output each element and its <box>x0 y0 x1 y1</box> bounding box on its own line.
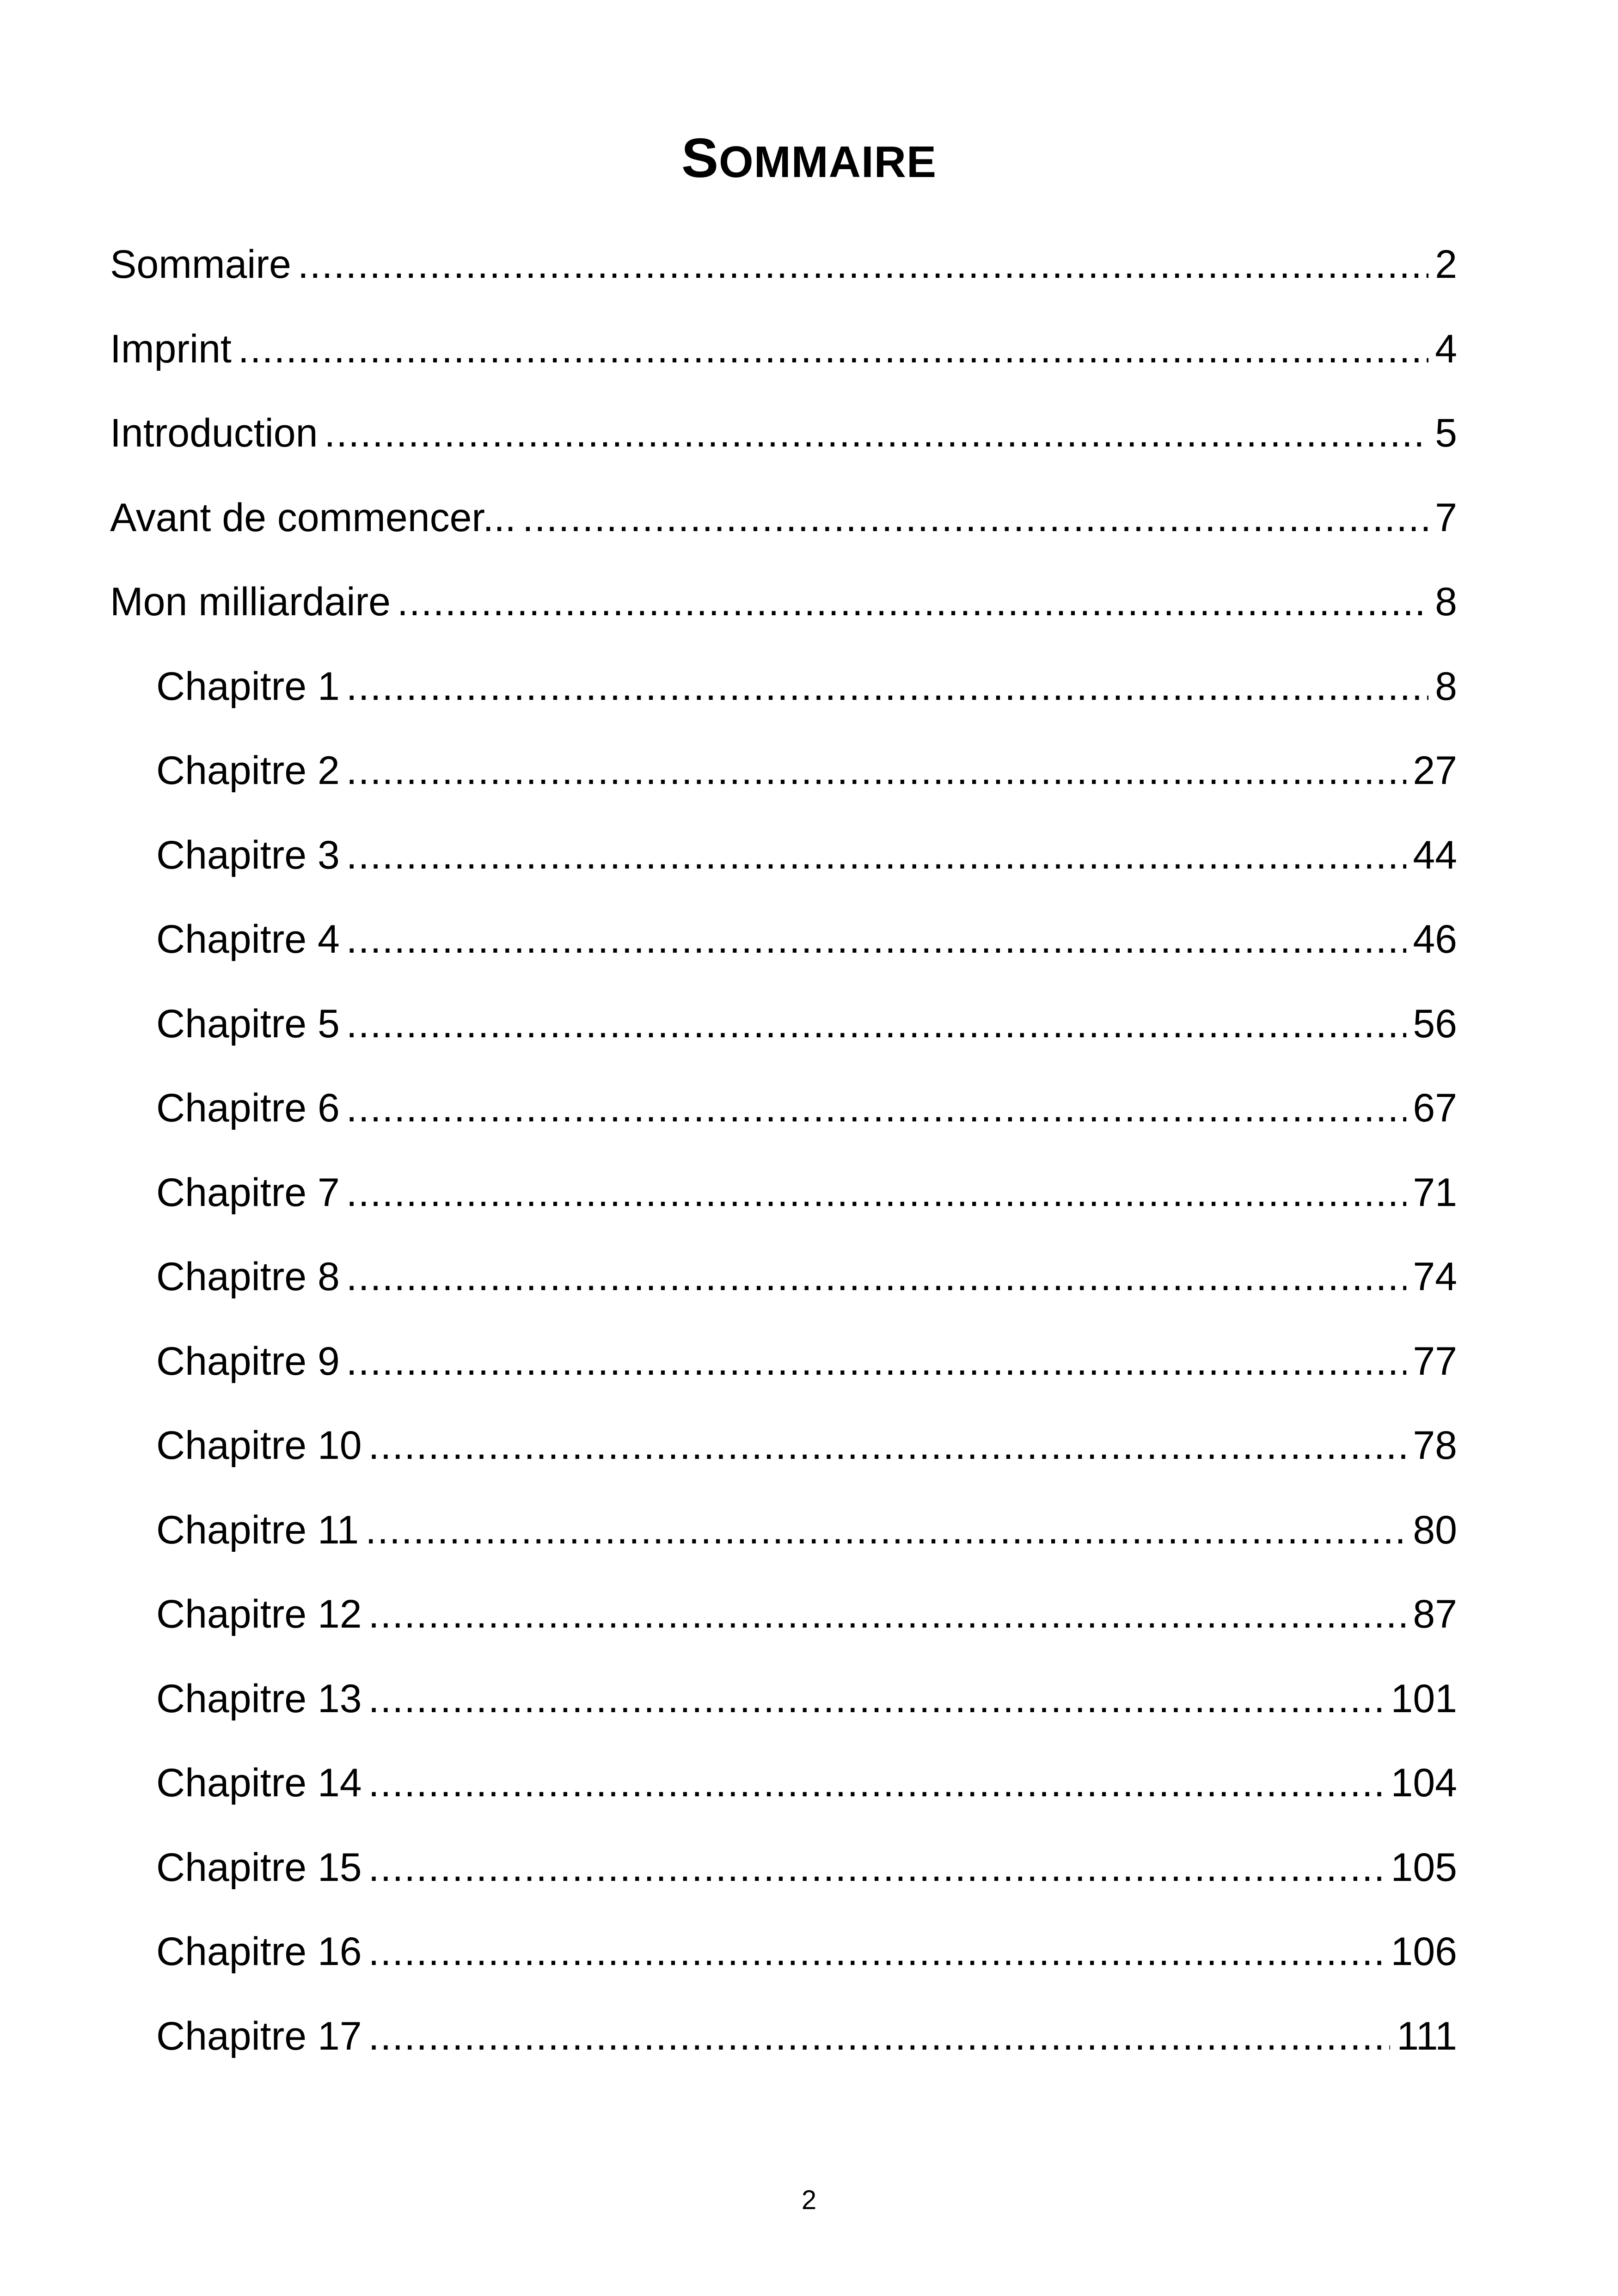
toc-dot-leader <box>346 992 1407 1056</box>
toc-entry[interactable] <box>110 485 1457 550</box>
toc-entry[interactable] <box>156 992 1457 1056</box>
toc-entry[interactable] <box>156 1498 1457 1562</box>
toc-dot-leader <box>346 907 1407 972</box>
toc-dot-leader <box>368 1582 1407 1647</box>
toc-entry-page: 5 <box>1435 411 1457 455</box>
toc-entry[interactable] <box>156 1244 1457 1309</box>
toc-entry-page: 80 <box>1413 1508 1457 1552</box>
toc-entry[interactable] <box>156 654 1457 719</box>
toc-entry-label: Chapitre 13 <box>156 1677 362 1721</box>
toc-entry-label: Chapitre 2 <box>156 748 340 793</box>
toc-entry-page: 111 <box>1397 2014 1457 2058</box>
toc-entry-page: 7 <box>1435 496 1457 540</box>
toc-entry[interactable] <box>156 1160 1457 1225</box>
toc-entry-page: 78 <box>1413 1423 1457 1468</box>
toc-dot-leader <box>346 1160 1407 1225</box>
toc-entry-label: Introduction <box>110 411 318 455</box>
toc-entry-page: 4 <box>1435 327 1457 371</box>
toc-entry[interactable] <box>110 232 1457 297</box>
toc-entry-page: 2 <box>1435 242 1457 287</box>
toc-dot-leader <box>298 232 1428 297</box>
toc-entry-page: 27 <box>1413 748 1457 793</box>
toc-entry-page: 104 <box>1391 1761 1457 1805</box>
toc-entry[interactable] <box>156 823 1457 888</box>
toc-entry-page: 44 <box>1413 833 1457 877</box>
toc-entry-label: Avant de commencer... <box>110 496 516 540</box>
toc-entry-page: 105 <box>1391 1845 1457 1890</box>
toc-entry-label: Chapitre 9 <box>156 1339 340 1384</box>
toc-entry[interactable] <box>156 1835 1457 1900</box>
toc-entry-page: 106 <box>1391 1929 1457 1974</box>
toc-entry-label: Chapitre 4 <box>156 917 340 961</box>
toc-entry-label: Imprint <box>110 327 232 371</box>
toc-dot-leader <box>346 654 1428 719</box>
toc-entry-label: Chapitre 16 <box>156 1929 362 1974</box>
toc-entry[interactable] <box>110 401 1457 465</box>
toc-entry-label: Chapitre 8 <box>156 1255 340 1299</box>
toc-entry-label: Sommaire <box>110 242 291 287</box>
toc-dot-leader <box>368 1919 1385 1984</box>
toc-dot-leader <box>238 317 1428 381</box>
toc-entry-label: Chapitre 7 <box>156 1170 340 1215</box>
toc-entry-page: 8 <box>1435 580 1457 624</box>
toc-entry[interactable] <box>156 738 1457 803</box>
toc-dot-leader <box>324 401 1428 465</box>
toc-entry[interactable] <box>110 569 1457 634</box>
toc-dot-leader <box>346 1329 1407 1394</box>
toc-entry[interactable] <box>156 2004 1457 2069</box>
page-title-rest: OMMAIRE <box>719 137 937 187</box>
toc-entry-label: Chapitre 17 <box>156 2014 362 2058</box>
toc-entry-page: 87 <box>1413 1592 1457 1636</box>
toc-dot-leader <box>365 1498 1406 1562</box>
toc-entry[interactable] <box>156 1582 1457 1647</box>
toc-entry-page: 71 <box>1413 1170 1457 1215</box>
toc-entry[interactable] <box>156 1329 1457 1394</box>
toc-entry-page: 46 <box>1413 917 1457 961</box>
toc-entry-label: Chapitre 15 <box>156 1845 362 1890</box>
toc-entry[interactable] <box>156 1751 1457 1815</box>
toc-dot-leader <box>346 738 1407 803</box>
toc-entry[interactable] <box>156 1413 1457 1478</box>
toc-entry[interactable] <box>156 1666 1457 1731</box>
toc-entry[interactable] <box>156 1919 1457 1984</box>
toc-entry-label: Mon milliardaire <box>110 580 391 624</box>
toc-entry-page: 8 <box>1435 664 1457 709</box>
toc-entry[interactable] <box>156 1076 1457 1140</box>
toc-entry-page: 56 <box>1413 1002 1457 1046</box>
toc-entry-label: Chapitre 14 <box>156 1761 362 1805</box>
toc-dot-leader <box>522 485 1428 550</box>
toc-entry-label: Chapitre 12 <box>156 1592 362 1636</box>
page-number: 2 <box>801 2185 817 2215</box>
toc-entry-label: Chapitre 10 <box>156 1423 362 1468</box>
toc-entry-label: Chapitre 3 <box>156 833 340 877</box>
toc-dot-leader <box>368 1835 1385 1900</box>
toc-dot-leader <box>397 569 1428 634</box>
page-title-initial: S <box>681 127 719 189</box>
toc-entry-page: 67 <box>1413 1086 1457 1130</box>
toc-entry-label: Chapitre 6 <box>156 1086 340 1130</box>
toc-dot-leader <box>368 1413 1407 1478</box>
toc-entry-page: 74 <box>1413 1255 1457 1299</box>
toc-entry-label: Chapitre 1 <box>156 664 340 709</box>
toc-entry-page: 77 <box>1413 1339 1457 1384</box>
toc-entry-page: 101 <box>1391 1677 1457 1721</box>
toc-dot-leader <box>346 1076 1407 1140</box>
toc-entry-label: Chapitre 5 <box>156 1002 340 1046</box>
toc-dot-leader <box>368 1751 1385 1815</box>
toc-entry[interactable] <box>110 317 1457 381</box>
toc-dot-leader <box>368 2004 1391 2069</box>
toc-entry-label: Chapitre 11 <box>156 1508 359 1552</box>
toc-dot-leader <box>346 1244 1407 1309</box>
toc-entry[interactable] <box>156 907 1457 972</box>
toc-dot-leader <box>368 1666 1385 1731</box>
toc-dot-leader <box>346 823 1407 888</box>
